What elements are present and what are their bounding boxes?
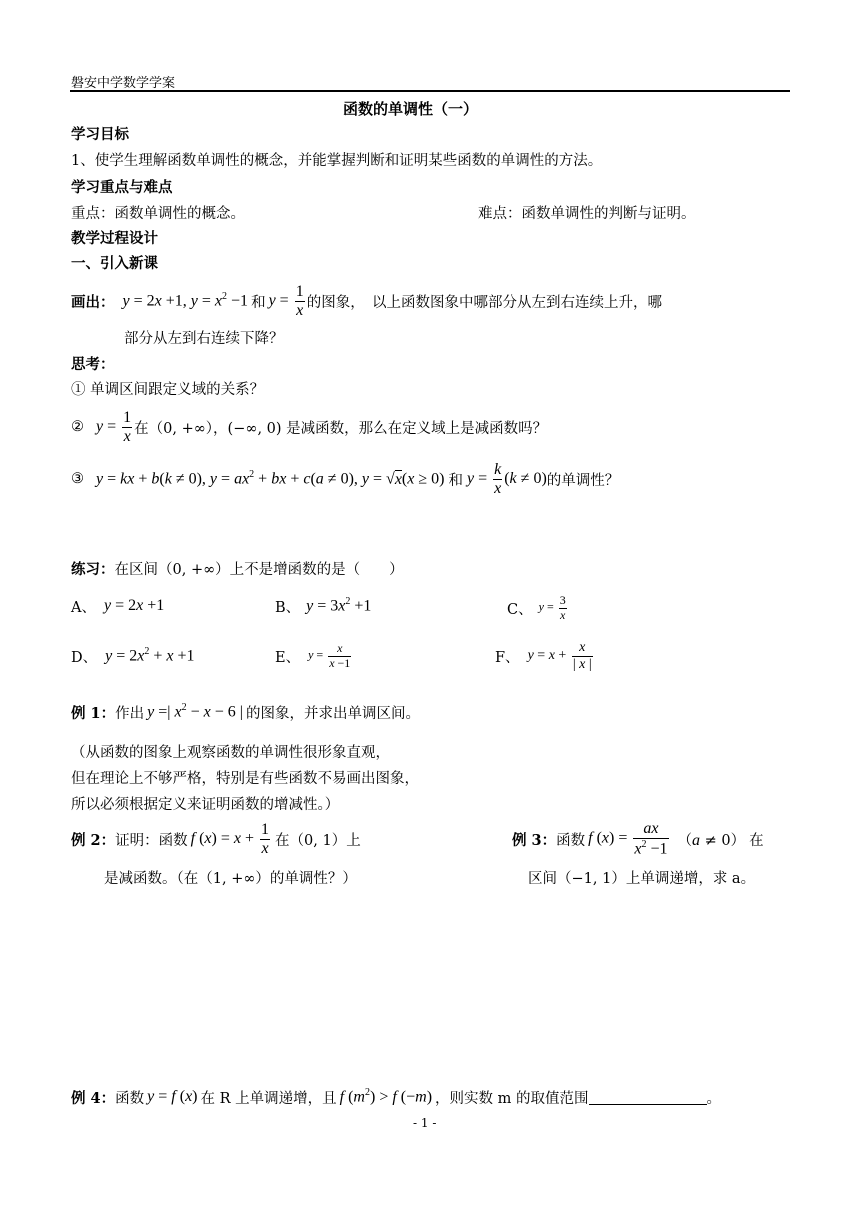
section-intro: 一、引入新课 xyxy=(71,255,158,272)
option-b xyxy=(275,588,371,624)
example-1-label: 例 1： xyxy=(71,704,116,722)
example-3-text-a: 函数 xyxy=(556,832,586,849)
option-d-label: D、 xyxy=(71,649,98,666)
example-4-label: 例 4： xyxy=(71,1089,116,1107)
draw-formula-1: y = 2x +1, $y = x^2 -1$ xyxy=(122,291,249,310)
option-a xyxy=(71,588,164,624)
option-c-label: C、 xyxy=(507,601,533,618)
option-e xyxy=(275,636,353,676)
option-f-label: F、 xyxy=(495,649,520,666)
example-4-formula-1: y = f (x) xyxy=(147,1088,198,1105)
section-key-points: 学习重点与难点 xyxy=(71,179,173,196)
page-number: - 1 - xyxy=(413,1116,437,1130)
option-e-label: E、 xyxy=(275,649,301,666)
example-3-label: 例 3： xyxy=(512,831,557,849)
example-4-end: 。 xyxy=(706,1090,722,1107)
option-e-formula: y = $\frac{x}{x -1}$ xyxy=(308,641,351,670)
example-2 xyxy=(71,815,361,863)
example-4-text-a: 函数 xyxy=(115,1090,145,1107)
think-1: ① 单调区间跟定义域的关系？ xyxy=(71,382,265,398)
option-f-formula: y = x + $\frac{x}{| x |}$ xyxy=(527,640,592,672)
example-4 xyxy=(71,1085,721,1109)
draw-text-2: 部分从左到右连续下降？ xyxy=(124,331,284,347)
draw-and: 和 xyxy=(251,294,266,311)
note-1: （从函数的图象上观察函数的单调性很形象直观， xyxy=(71,745,390,761)
example-3 xyxy=(512,815,764,863)
answer-blank[interactable] xyxy=(589,1090,707,1105)
think-3 xyxy=(71,455,619,503)
option-c-formula: y = $\frac{3}{x}$ xyxy=(538,593,566,622)
exercise-label: 练习： xyxy=(71,561,115,578)
think-3-and: 和 xyxy=(448,472,463,489)
think-2-text: 在（0, +∞），(−∞, 0) 是减函数，那么在定义域上是减函数吗？ xyxy=(134,420,548,437)
think-3-formula: y = kx + b(k ≠ 0), $y = ax^2$ + bx + c(a ≠ 0), y = √x(x ≥ 0) xyxy=(96,469,445,488)
example-2-text-c: 是减函数。（在（1, +∞）的单调性？） xyxy=(104,871,357,887)
think-2 xyxy=(71,403,547,451)
draw-line xyxy=(71,277,662,325)
option-b-label: B、 xyxy=(275,599,301,616)
example-4-formula-2: f $(m^2) > f$ (−m) xyxy=(339,1087,433,1106)
option-d xyxy=(71,638,195,674)
section-process: 教学过程设计 xyxy=(71,230,158,247)
option-f xyxy=(495,636,595,676)
page-header: 磐安中学数学学案 xyxy=(71,76,176,91)
example-4-text-c: ，则实数 m 的取值范围 xyxy=(435,1090,589,1107)
example-2-text-b: 在（0, 1）上 xyxy=(275,832,361,849)
example-4-text-b: 在 R 上单调递增，且 xyxy=(200,1090,337,1107)
option-a-label: A、 xyxy=(71,599,96,616)
example-1-formula: y =| $x^2 - x - 6$ | xyxy=(147,702,243,721)
think-3-prefix: ③ xyxy=(71,471,84,487)
objective-1: 1、使学生理解函数单调性的概念，并能掌握判断和证明某些函数的单调性的方法。 xyxy=(71,153,603,169)
example-3-text-c: 区间（−1, 1）上单调递增，求 a。 xyxy=(528,871,756,887)
think-2-prefix: ② xyxy=(71,419,84,435)
example-3-condition: （a ≠ 0） xyxy=(677,831,746,849)
option-c xyxy=(507,588,569,628)
think-2-formula: y = $\frac{1}{x}$ xyxy=(96,408,132,445)
example-2-formula: f (x) = x + $\frac{1}{x}$ xyxy=(190,820,270,857)
example-1-text-b: 的图象，并求出单调区间。 xyxy=(245,705,420,722)
header-rule xyxy=(70,90,790,92)
exercise-line xyxy=(71,558,404,579)
draw-label: 画出： xyxy=(71,293,115,311)
note-2: 但在理论上不够严格，特别是有些函数不易画出图象， xyxy=(71,771,419,787)
note-3: 所以必须根据定义来证明函数的增减性。） xyxy=(71,797,340,813)
key-point: 重点：函数单调性的概念。 xyxy=(71,206,245,222)
option-b-formula: $y = 3x^2 +1$ xyxy=(306,596,372,615)
example-1 xyxy=(71,700,420,724)
page-title: 函数的单调性（一） xyxy=(343,100,479,118)
section-objectives: 学习目标 xyxy=(71,126,129,143)
example-3-text-b: 在 xyxy=(749,832,764,849)
example-2-label: 例 2： xyxy=(71,831,116,849)
think-3-text: 的单调性？ xyxy=(546,472,620,489)
example-2-text-a: 证明：函数 xyxy=(115,832,188,849)
think-label: 思考： xyxy=(71,356,115,373)
option-d-formula: $y = 2x^2 + x +1$ xyxy=(105,646,195,665)
draw-formula-2: y = $\frac{1}{x}$ xyxy=(268,282,304,319)
option-a-formula: y = 2x +1 xyxy=(103,597,165,614)
draw-text: 的图象， 以上函数图象中哪部分从左到右连续上升，哪 xyxy=(306,294,662,311)
example-1-text-a: 作出 xyxy=(115,705,145,722)
difficult-point: 难点：函数单调性的判断与证明。 xyxy=(478,206,696,222)
exercise-text: 在区间（0, +∞）上不是增函数的是（ ） xyxy=(114,562,404,578)
think-3-formula-2: y = $\frac{k}{x}$ (k ≠ 0) xyxy=(466,460,547,497)
example-3-formula: f (x) = $\frac{ax}{x^2 -1}$ xyxy=(588,820,668,858)
